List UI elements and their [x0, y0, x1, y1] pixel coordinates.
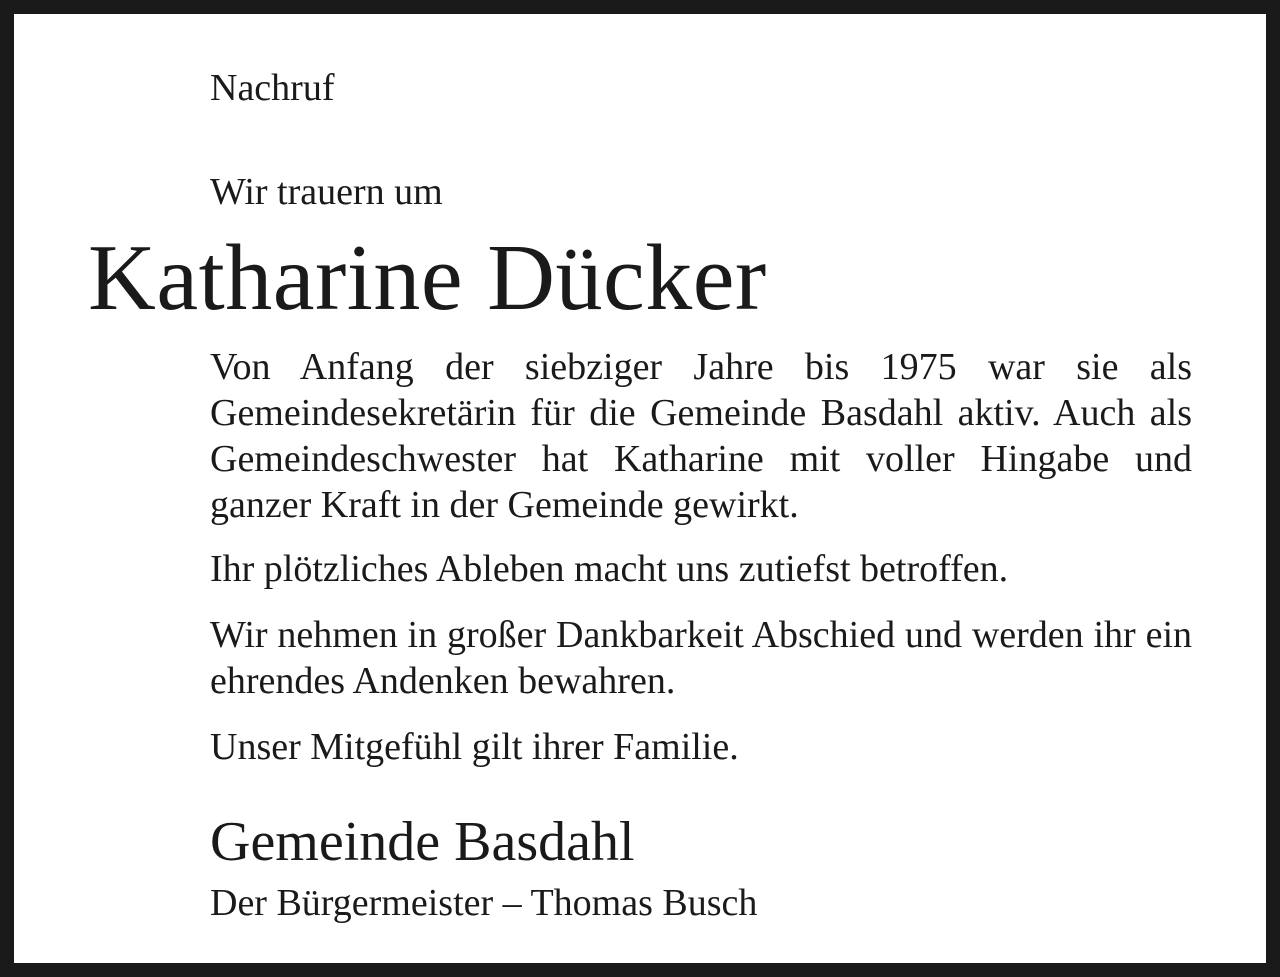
intro-line: Wir trauern um	[210, 171, 443, 213]
notice-type-label: Nachruf	[210, 67, 335, 109]
signer-organization: Gemeinde Basdahl	[210, 811, 635, 873]
body-paragraph-farewell: Wir nehmen in großer Dankbarkeit Abschied und werden ihr ein ehrendes Andenken bewahren.	[210, 614, 1192, 702]
deceased-name: Katharine Dücker	[88, 226, 767, 330]
body-paragraph-sympathy: Unser Mitgefühl gilt ihrer Familie.	[210, 726, 739, 768]
body-paragraph-career: Von Anfang der siebziger Jahre bis 1975 war sie als Gemeindesekretärin für die Gemeinde Basdahl aktiv. Auch als Gemeindeschwester hat Katharine mit voller Hingabe und ganzer Kraft in der Gemeinde gewirkt.	[210, 346, 1192, 526]
body-paragraph-condolence: Ihr plötzliches Ableben macht uns zutiefst betroffen.	[210, 548, 1009, 590]
signer-person: Der Bürgermeister – Thomas Busch	[210, 882, 758, 924]
notice-body	[210, 344, 1192, 790]
